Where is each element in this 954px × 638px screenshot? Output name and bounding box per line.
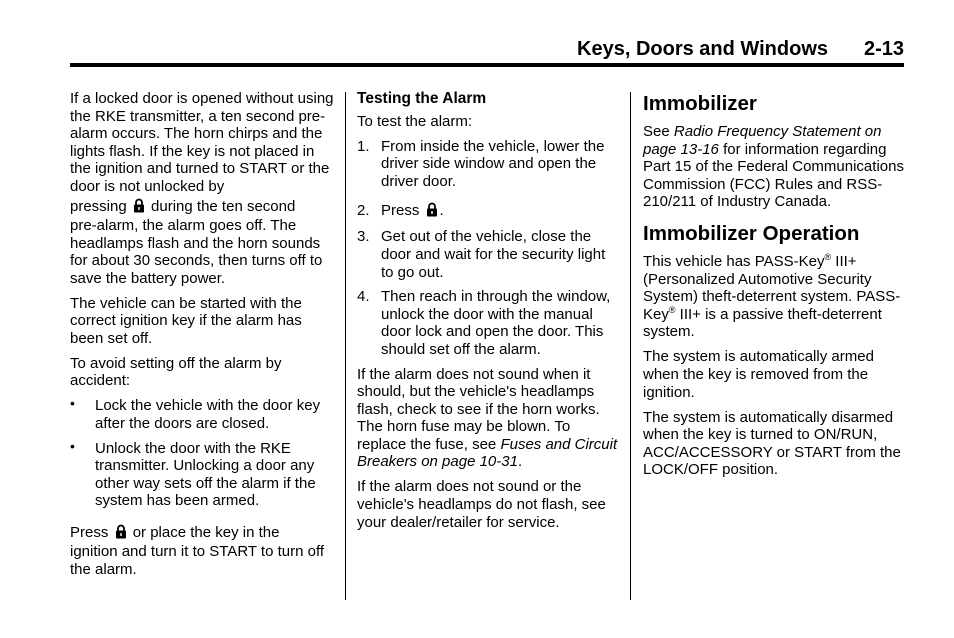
registered-mark: ® — [824, 251, 832, 262]
column-divider-2 — [630, 92, 631, 600]
cross-reference: Fuses and Circuit Breakers on page 10-31 — [357, 435, 618, 471]
paragraph: The system is automatically disarmed when the key is turned to ON/RUN, ACC/ACCESSORY or START from the LOCK/OFF position. — [643, 408, 901, 479]
section-title: Keys, Doors and Windows — [577, 38, 828, 60]
lock-icon — [115, 524, 127, 539]
list-item: 3. Get out of the vehicle, close the door and wait for the security light to go out. — [357, 228, 606, 281]
page-header — [70, 38, 904, 62]
list-item: • Unlock the door with the RKE transmitter. Unlocking a door any other way sets off the alarm if the system has been armed. — [70, 437, 316, 510]
paragraph: If the alarm does not sound when it should, but the vehicle's headlamps flash, check to see if the horn works. The horn fuse may be blown. To replace the fuse, see Fuses and Circuit Breakers on page 10-31. — [357, 365, 618, 471]
paragraph: Press or place the key in the — [70, 524, 280, 542]
list-item: 1. From inside the vehicle, lower the driver side window and open the driver door. — [357, 137, 605, 190]
paragraph: See Radio Frequency Statement on page 13-16 for information regarding Part 15 of the Federal Communications Commission (FCC) Rules and RSS-210/211 of Industry Canada. — [643, 123, 904, 211]
header-rule — [70, 63, 904, 67]
list-item: 2. Press . — [357, 202, 444, 220]
paragraph: If the alarm does not sound or the vehicle's headlamps do not flash, see your dealer/retailer for service. — [357, 478, 606, 531]
section-heading: Immobilizer — [643, 92, 757, 115]
registered-mark: ® — [668, 304, 676, 315]
paragraph: To avoid setting off the alarm by accident: — [70, 354, 282, 390]
column-2 — [357, 90, 619, 539]
paragraph: pre-alarm, the alarm goes off. The headlamps flash and the horn sounds for about 30 seconds, then turns off to save the battery power. — [70, 216, 323, 287]
page-number: 2-13 — [863, 38, 904, 60]
paragraph: pressing during the ten second — [70, 197, 296, 215]
paragraph: ignition and turn it to START to turn off the alarm. — [70, 543, 325, 578]
paragraph: To test the alarm: — [357, 112, 473, 130]
section-heading: Testing the Alarm — [357, 90, 487, 107]
paragraph: This vehicle has PASS-Key® III+ (Personalized Automotive Security System) theft-deterrent system. PASS-Key® III+ is a passive theft-deterrent system. — [643, 251, 901, 341]
cross-reference: Radio Frequency Statement on page 13-16 — [643, 123, 882, 158]
bullet-glyph: • — [70, 395, 75, 412]
column-3 — [643, 90, 905, 486]
paragraph: If a locked door is opened without using the RKE transmitter, a ten second pre-alarm occurs. The horn chirps and the lights flash. If the key is not placed in the ignition and turned to START or the door is not unlocked by — [70, 90, 334, 195]
lock-icon — [133, 198, 145, 213]
paragraph: The vehicle can be started with the correct ignition key if the alarm has been set off. — [70, 294, 302, 347]
bullet-glyph: • — [70, 437, 75, 454]
lock-icon — [426, 202, 438, 217]
column-divider-1 — [345, 92, 346, 600]
section-heading: Immobilizer Operation — [643, 221, 860, 245]
list-item: • Lock the vehicle with the door key after the doors are closed. — [70, 395, 321, 433]
list-item: 4. Then reach in through the window, unlock the door with the manual door lock and open the door. This should set off the alarm. — [357, 288, 611, 358]
paragraph: The system is automatically armed when the key is removed from the ignition. — [643, 348, 874, 401]
column-1 — [70, 90, 336, 586]
